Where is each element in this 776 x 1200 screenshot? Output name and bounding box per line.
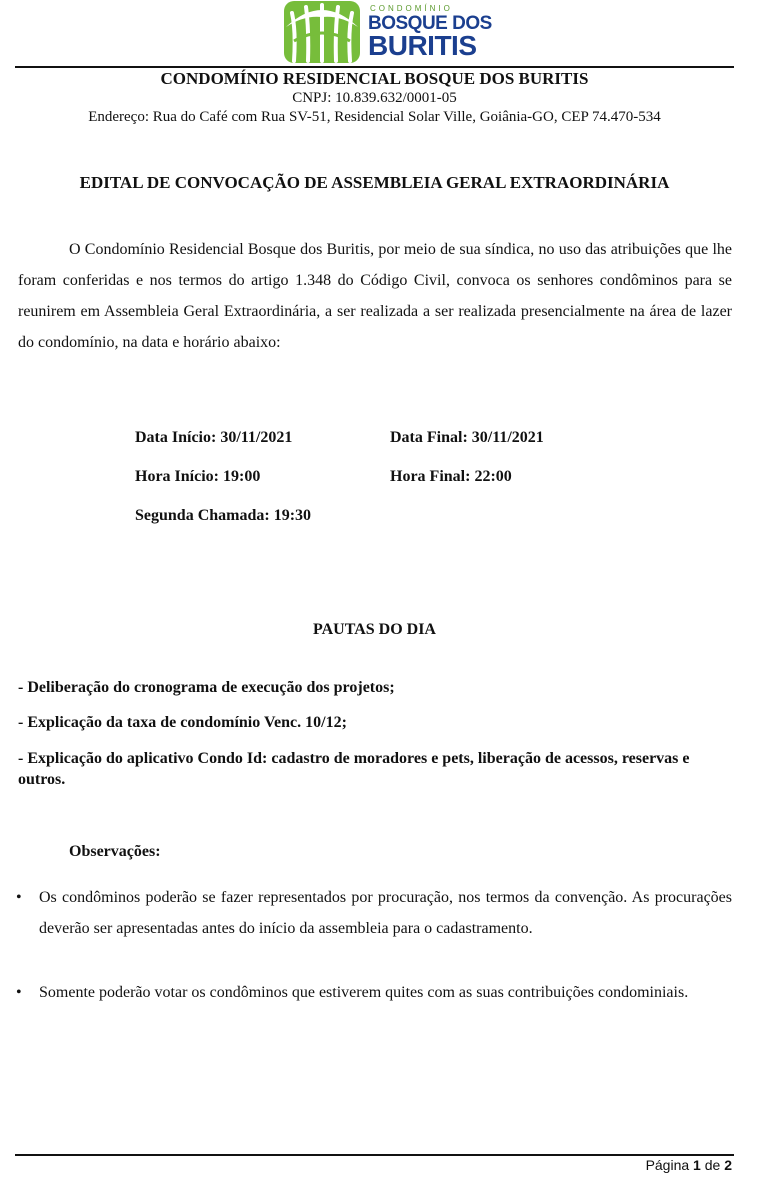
observations-title: Observações: — [69, 843, 161, 860]
condominium-name: CONDOMÍNIO RESIDENCIAL BOSQUE DOS BURITIS — [160, 69, 589, 88]
agenda-title: PAUTAS DO DIA — [313, 621, 436, 638]
document-title: EDITAL DE CONVOCAÇÃO DE ASSEMBLEIA GERAL EXTRAORDINÁRIA — [79, 173, 670, 192]
agenda-item: - Explicação do aplicativo Condo Id: cadastro de moradores e pets, liberação de acessos, reservas e outros. — [18, 750, 690, 788]
start-date: Data Início: 30/11/2021 — [135, 429, 293, 446]
total-pages: 2 — [724, 1157, 732, 1173]
condominium-logo — [284, 0, 492, 64]
logo-top-text: CONDOMÍNIO — [370, 4, 453, 13]
footer-divider — [15, 1154, 734, 1156]
current-page: 1 — [693, 1157, 701, 1173]
palm-trees-icon — [284, 1, 360, 63]
agenda-item: - Deliberação do cronograma de execução dos projetos; — [18, 679, 395, 696]
second-call-time: Segunda Chamada: 19:30 — [135, 507, 312, 524]
observation-text: Somente poderão votar os condôminos que estiverem quites com as suas contribuições condominiais. — [39, 984, 689, 1001]
intro-paragraph: O Condomínio Residencial Bosque dos Buritis, por meio de sua síndica, no uso das atribuições que lhe foram conferidas e nos termos do artigo 1.348 do Código Civil, convoca os senhores condôminos para se reunirem em Assembleia Geral Extraordinária, a ser realizada a ser realizada presencialmente na área de lazer do condomínio, na data e horário abaixo: — [18, 241, 732, 351]
start-time: Hora Início: 19:00 — [135, 468, 261, 485]
page-number — [646, 1157, 732, 1173]
bullet-icon: • — [16, 889, 22, 906]
logo-line-1: BOSQUE DOS — [368, 13, 492, 34]
end-time: Hora Final: 22:00 — [390, 468, 512, 485]
page-of: de — [704, 1157, 721, 1173]
header-divider — [15, 66, 734, 68]
address: Endereço: Rua do Café com Rua SV-51, Residencial Solar Ville, Goiânia-GO, CEP 74.470-534 — [88, 109, 661, 125]
logo-line-2: BURITIS — [368, 30, 477, 61]
bullet-icon: • — [16, 984, 22, 1001]
page-label: Página — [645, 1157, 690, 1173]
observation-text: Os condôminos poderão se fazer representados por procuração, nos termos da convenção. As procurações deverão ser apresentadas antes do início da assembleia para o cadastramento. — [39, 889, 732, 937]
end-date: Data Final: 30/11/2021 — [390, 429, 544, 446]
agenda-item: - Explicação da taxa de condomínio Venc. 10/12; — [18, 714, 347, 731]
cnpj: CNPJ: 10.839.632/0001-05 — [292, 90, 457, 106]
